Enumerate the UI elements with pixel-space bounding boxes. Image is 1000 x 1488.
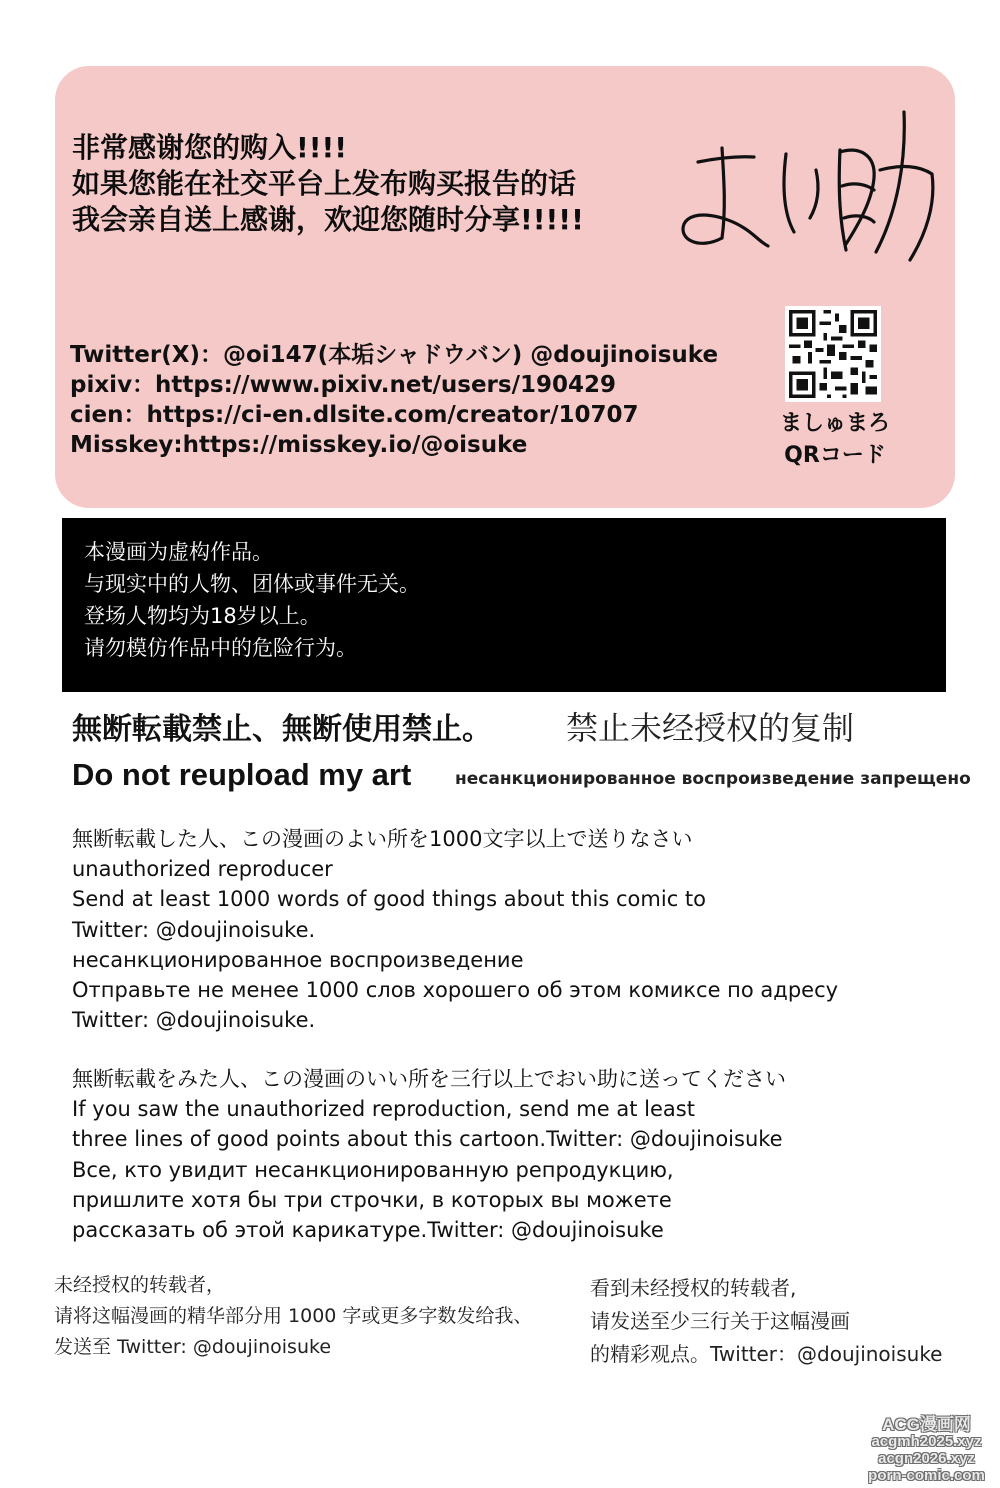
notice-line: 無断転載した人、この漫画のよい所を1000文字以上で送りなさい [72, 827, 693, 851]
thanks-message [72, 130, 672, 238]
thanks-line: 非常感谢您的购入!!!! [72, 131, 348, 164]
watermark-line: ACG漫画网 [882, 1415, 971, 1434]
notice-line: Twitter: @doujinoisuke. [72, 917, 316, 942]
viewer-notice [72, 1064, 972, 1245]
notice-line: Отправьте не менее 1000 слов хорошего об этом комиксе по адресу [72, 978, 839, 1003]
chinese-notice-right [590, 1272, 943, 1371]
heading-japanese: 無断転載禁止、無断使用禁止。 [72, 712, 492, 747]
reproducer-notice [72, 824, 972, 1035]
notice-line: 無断転載をみた人、この漫画のいい所を三行以上でおい助に送ってください [72, 1067, 786, 1091]
notice-line: 的精彩观点。Twitter：@doujinoisuke [590, 1342, 943, 1366]
qr-caption-line: ましゅまろ [779, 411, 890, 436]
thanks-line: 如果您能在社交平台上发布购买报告的话 [72, 167, 577, 200]
disclaimer-text [84, 536, 420, 664]
watermark-line: porn-comic.com [868, 1467, 985, 1484]
qr-caption-line: QRコード [784, 443, 886, 468]
chinese-notice-left [54, 1270, 532, 1363]
disclaimer-line: 登场人物均为18岁以上。 [84, 604, 321, 628]
notice-line: несанкционированное воспроизведение [72, 947, 524, 972]
notice-line: 发送至 Twitter: @doujinoisuke [54, 1336, 332, 1358]
notice-line: Send at least 1000 words of good things about this comic to [72, 887, 706, 912]
cien-link[interactable]: cien：https://ci-en.dlsite.com/creator/10707 [70, 402, 639, 428]
notice-line: 请发送至少三行关于这幅漫画 [590, 1309, 850, 1333]
notice-line: 未经授权的转载者， [54, 1274, 226, 1296]
heading-chinese: 禁止未经授权的复制 [566, 709, 855, 747]
notice-line: 请将这幅漫画的精华部分用 1000 字或更多字数发给我、 [54, 1305, 533, 1327]
misskey-link[interactable]: Misskey:https://misskey.io/@oisuke [70, 432, 528, 458]
heading-russian: несанкционированное воспроизведение запрещено [455, 769, 971, 789]
notice-line: Все, кто увидит несанкционированную репродукцию, [72, 1157, 674, 1182]
heading-english: Do not reupload my art [72, 757, 412, 792]
social-links [70, 340, 770, 460]
twitter-link[interactable]: Twitter(X)：@oi147(本垢シャドウバン) @doujinoisuke [70, 342, 719, 368]
notice-line: рассказать об этой карикатуре.Twitter: @doujinoisuke [72, 1218, 664, 1243]
notice-line: unauthorized reproducer [72, 857, 333, 882]
qr-caption [760, 408, 910, 472]
disclaimer-line: 请勿模仿作品中的危险行为。 [84, 636, 357, 660]
notice-line: Twitter: @doujinoisuke. [72, 1008, 316, 1033]
notice-line: пришлите хотя бы три строчки, в которых вы можете [72, 1187, 672, 1212]
watermark-line: acgn2026.xyz [878, 1450, 975, 1467]
notice-line: three lines of good points about this cartoon.Twitter: @doujinoisuke [72, 1127, 783, 1152]
notice-line: 看到未经授权的转载者, [590, 1276, 797, 1300]
site-watermark [859, 1416, 994, 1484]
handwritten-signature [670, 100, 950, 270]
disclaimer-line: 本漫画为虚构作品。 [84, 540, 273, 564]
notice-line: If you saw the unauthorized reproduction, send me at least [72, 1097, 695, 1122]
thanks-line: 我会亲自送上感谢，欢迎您随时分享!!!!! [72, 203, 584, 236]
disclaimer-line: 与现实中的人物、团体或事件无关。 [84, 572, 420, 596]
watermark-line: acgmh2025.xyz [871, 1433, 982, 1450]
qr-code-icon[interactable] [785, 306, 881, 402]
pixiv-link[interactable]: pixiv：https://www.pixiv.net/users/190429 [70, 372, 616, 398]
